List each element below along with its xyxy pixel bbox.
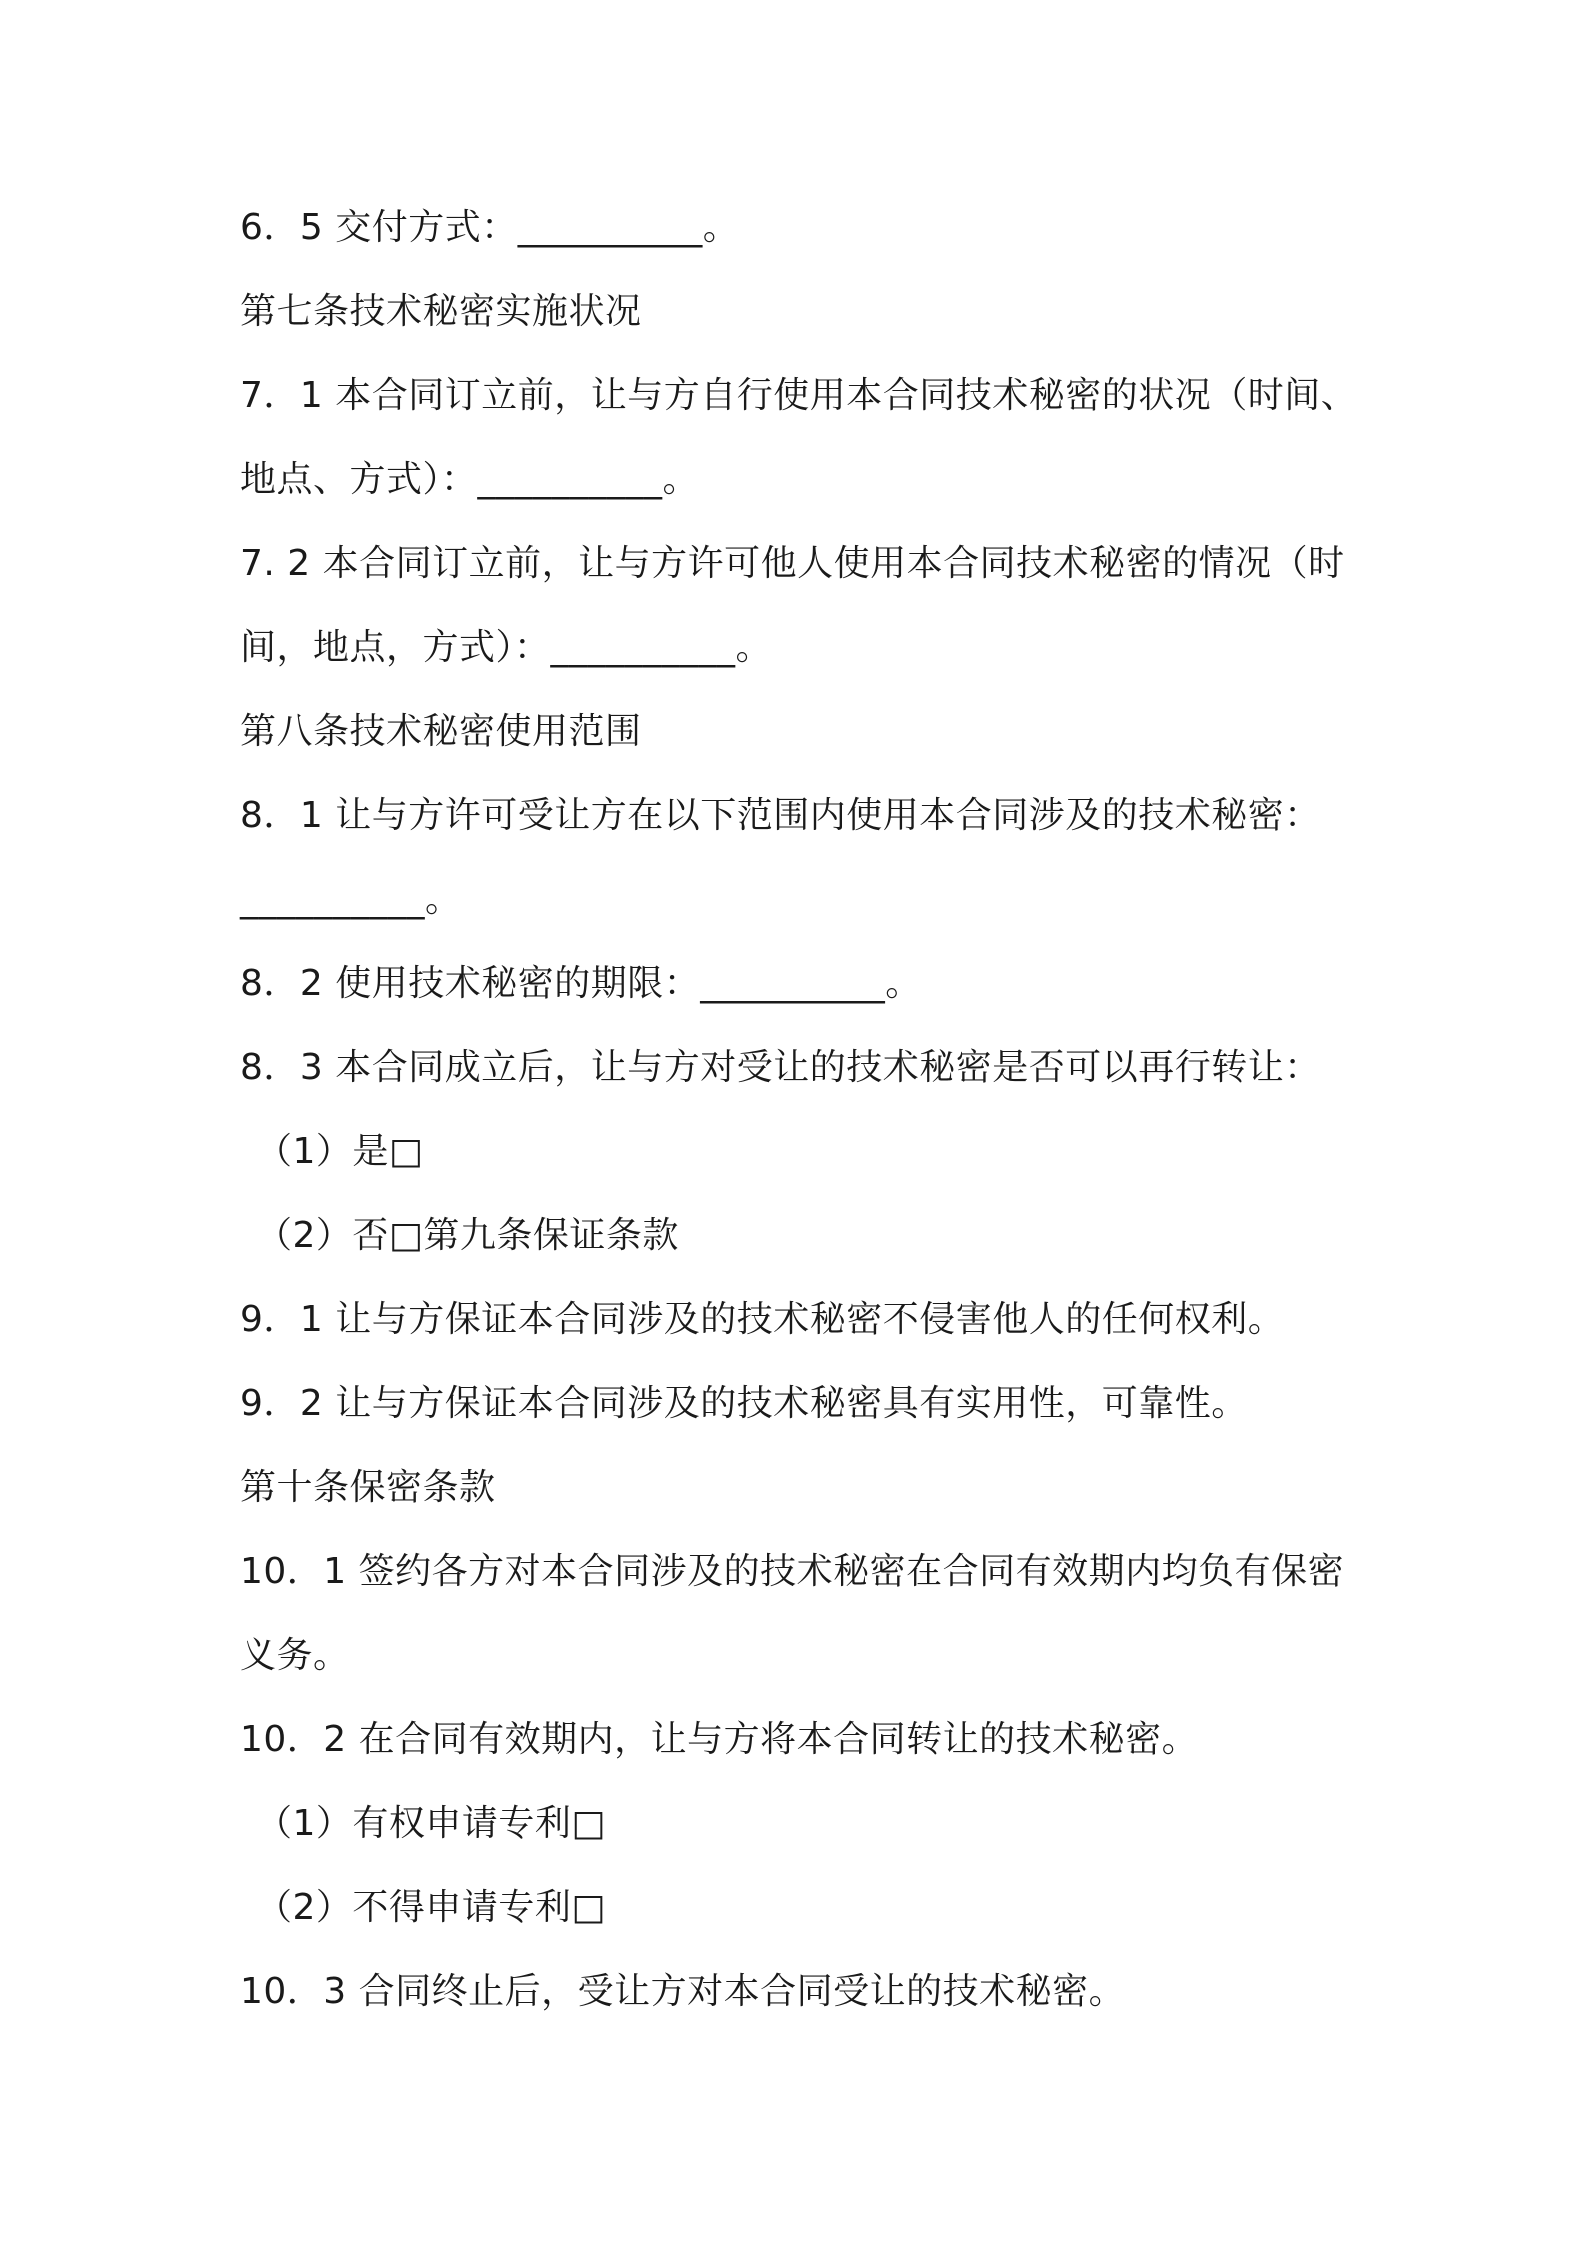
clause-9-2: 9．2 让与方保证本合同涉及的技术秘密具有实用性，可靠性。	[240, 1383, 1248, 1424]
option-8-3-1: （1）是□	[256, 1131, 424, 1172]
article-7-heading: 第七条技术秘密实施状况	[240, 291, 642, 332]
option-10-2-2: （2）不得申请专利□	[256, 1887, 606, 1928]
clause-7-1-line-1: 7．1 本合同订立前，让与方自行使用本合同技术秘密的状况（时间、	[240, 375, 1358, 416]
clause-8-2: 8．2 使用技术秘密的期限：__________。	[240, 963, 922, 1004]
article-10-heading: 第十条保密条款	[240, 1467, 496, 1508]
clause-9-1: 9．1 让与方保证本合同涉及的技术秘密不侵害他人的任何权利。	[240, 1299, 1285, 1340]
clause-7-2-line-1: 7. 2 本合同订立前，让与方许可他人使用本合同技术秘密的情况（时	[240, 543, 1345, 584]
clause-8-3: 8．3 本合同成立后，让与方对受让的技术秘密是否可以再行转让：	[240, 1047, 1321, 1088]
clause-10-1-line-2: 义务。	[240, 1635, 350, 1676]
clause-10-3: 10．3 合同终止后，受让方对本合同受让的技术秘密。	[240, 1971, 1126, 2012]
option-10-2-1: （1）有权申请专利□	[256, 1803, 606, 1844]
clause-7-1-line-2: 地点、方式）：__________。	[240, 459, 700, 500]
clause-7-2-line-2: 间，地点，方式）：__________。	[240, 627, 773, 668]
clause-10-1-line-1: 10．1 签约各方对本合同涉及的技术秘密在合同有效期内均负有保密	[240, 1551, 1345, 1592]
clause-8-1-line-1: 8．1 让与方许可受让方在以下范围内使用本合同涉及的技术秘密：	[240, 795, 1321, 836]
article-8-heading: 第八条技术秘密使用范围	[240, 711, 642, 752]
clause-8-1-line-2: __________。	[240, 879, 462, 920]
clause-10-2: 10．2 在合同有效期内，让与方将本合同转让的技术秘密。	[240, 1719, 1199, 1760]
option-8-3-2-article-9-heading: （2）否□第九条保证条款	[256, 1215, 679, 1256]
clause-6-5: 6．5 交付方式：__________。	[240, 207, 740, 248]
